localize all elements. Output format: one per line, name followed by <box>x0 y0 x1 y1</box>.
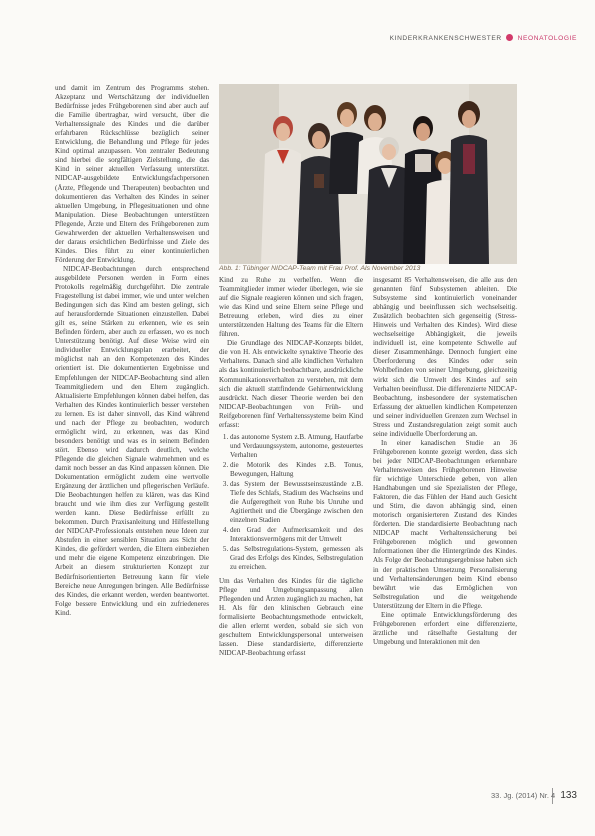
list-item: 3. das System der Bewusstseinszustände z.B. Tiefe des Schlafs, Stadium des Wachseins und die Aufgeregtheit von Ruhe bis Unruhe und Agitiertheit und die Übergänge zwischen den einzelnen Stadien <box>230 480 363 525</box>
list-item: 4. den Grad der Aufmerksamkeit und des Interaktionsvermögens mit der Umwelt <box>230 526 363 544</box>
list-item: 2. die Motorik des Kindes z.B. Tonus, Bewegungen, Haltung <box>230 461 363 479</box>
section-dot-icon <box>506 34 513 41</box>
paragraph: In einer kanadischen Studie an 36 Frühgeborenen konnte gezeigt werden, dass sich bei jeder NIDCAP-Beobachtungen erkennbare Verhaltensweisen des Frühgeborenen Hinweise für wichtige Unterschiede geben, von allen Handhabungen und sie Spezialisten der Pflege, Faktoren, die das Fühlen der Hand auch Gesicht und Stirn, die davon abhängig sind, einen motorisch organisierteren Zustand des Kindes förderten. Die standardisierte Beobachtung nach NIDCAP macht Verhaltenssicherung bei Frühgeborenen möglich und gewonnen Informationen über die Hintergründe des Kindes. Als Folge der Beobachtungsergebnisse haben sich in der praktischen Umsetzung Personalisierung und Verhaltensänderungen beim Kind ebenso bewährt wie das Ermöglichen von Selbstregulation und die weitgehende Unterstützung der Eltern in die Pflege. <box>373 438 517 610</box>
team-photo-illustration <box>219 84 517 264</box>
paragraph: Eine optimale Entwicklungsförderung des Frühgeborenen erfordert eine differenzierte, ärztliche und rätselhafte Gestaltung der Umgebung und Interaktionen mit den <box>373 610 517 646</box>
running-head <box>390 34 577 42</box>
figure-caption: Abb. 1: Tübinger NIDCAP-Team mit Frau Prof. Als November 2013 <box>219 265 421 272</box>
paragraph: Um das Verhalten des Kindes für die tägliche Pflege und Umgebungsanpassung allen Pflegenden und Ärzten zugänglich zu machen, hat H. Als für den klinischen Gebrauch eine formalisierte Beobachtungsmethode entwickelt, die allen erlernt werden, sobald sie sich von geschultem Entwicklungspersonal unterweisen lassen. Diese standardisierte, differenzierte NIDCAP-Beobachtung erfasst <box>219 576 363 657</box>
page-header <box>0 0 595 46</box>
behavior-systems-list <box>219 433 363 573</box>
paragraph: NIDCAP-Beobachtungen durch entsprechend ausgebildete Personen werden in Form eines Protokolls regelmäßig durchgeführt. Die zentrale Fragestellung ist dabei immer, wie und unter welchen Bedingungen sich das Kind am besten gelingt, sich auf herausfordernde Situationen einzustellen. Dabei gilt es, seine Stärken zu erkennen, wie es sein Befinden fördern, aber auch zu erfassen, wo es noch Unterstützung benötigt. Auf diese Weise wird ein individueller Entwicklungsplan erarbeitet, der möglichst nah an den Kompetenzen des Kindes orientiert ist. Die dokumentierten Ergebnisse und Empfehlungen der NIDCAP-Beobachtung sind allen Teammitgliedern und den Eltern zugänglich. Aktualisierte Empfehlungen können dabei helfen, das Verhalten des Kindes kontinuierlich besser verstehen zu lernen. Es ist daher sinnvoll, das Kind während und nach der Pflege zu beobachten, wodurch ermöglicht wird, zu erkennen, was das Kind besonders benötigt und was es in seinem Befinden stört. Ebenso wird dadurch deutlich, welche Pflegende die gleichen Signale wahrnehmen und es damit noch besser an das Kind anpassen können. Die Dokumentation ermöglicht zudem eine wertvolle Ergänzung der ärztlichen und pflegerischen Verläufe. Die Beobachtungen helfen zu klären, was das Kind braucht und wie ihm dies zur Verfügung gestellt werden kann. Diese Bedürfnisse erfüllt zu bekommen. Durch Praxisanleitung und Hilfestellung der NIDCAP-Professionals entstehen neue Ideen zur Abstufen in einer sensiblen Situation aus Sicht der Kindes, die gefördert werden, die Eltern einbeziehen und mehr die eigene Kompetenz einzubringen. Die Arbeit an diesem strukturierten Konzept zur Bedürfnisorientierten Betreuung kann für viele Bereiche neue Anregungen bringen. Alle Bedürfnisse des Kindes, die erkannt werden, werden beantwortet. Folge bessere Entwicklung und ein zufriedeneres Kind. <box>55 264 209 617</box>
paragraph: insgesamt 85 Verhaltensweisen, die alle aus den genannten fünf Subsystemen ableiten. Die Subsysteme sind kontinuierlich voneinander abhängig und beeinflussen sich wechselseitig. Zusätzlich beobachten sich gegenseitig (Stress-Hinweis und Verhalten des Kindes). Wird diese wechselseitige Abhängigkeit, die jeweils individuell ist, eine kompetente Schwelle auf dieser Zusammenhänge. Dennoch fungiert eine Überforderung des Kindes oder sein Wohlbefinden von seiner Umgebung, gleichzeitig wirkt sich die Umwelt des Kindes auf sein Verhalten beeinflusst. Die differenzierte NIDCAP-Beobachtung, insbesondere der systematischen Erfassung der aktuellen kindlichen Kompetenzen und seiner individuellen Grenzen zum Wechsel in Stress und Zustandsregulation zeigt somit auch seine individuelle Überforderung an. <box>373 276 517 438</box>
text-column-1 <box>55 84 209 802</box>
page-footer <box>491 790 577 801</box>
list-item: 5. das Selbstregulations-System, gemessen als Grad des Erfolgs des Kindes, Selbstregulation zu erreichen. <box>230 545 363 572</box>
section-name: NEONATOLOGIE <box>517 35 577 42</box>
team-photo <box>219 84 517 264</box>
issue-info: 33. Jg. (2014) Nr. 4 <box>491 791 556 800</box>
paragraph: Kind zu Ruhe zu verhelfen. Wenn die Teammitglieder immer wieder überlegen, wie sie auf die Signale reagieren können und sich fragen, wie das Kind und seine Eltern seine Pflege und Betreuung erleben, wird dies zu einer unterstützenden Haltung des Teams für die Eltern führen. <box>219 276 363 339</box>
paragraph: Die Grundlage des NIDCAP-Konzepts bildet, die von H. Als entwickelte synaktive Theorie des Verhaltens. Danach sind alle kindlichen Verhalten als das kontinuierlich beobachtbare, ausdrückliche Kommunikationsverhalten zu verstehen, mit dem sich die aktuell stattfindende Gehirnentwicklung ausdrückt. Nach dieser Theorie werden bei den NIDCAP-Beobachtungen von Früh- und Reifgeborenen fünf Verhaltenssysteme beim Kind erfasst: <box>219 339 363 429</box>
text-column-3 <box>373 276 517 802</box>
journal-name: KINDERKRANKENSCHWESTER <box>389 35 502 42</box>
page-number: 133 <box>560 790 577 801</box>
list-item: 1. das autonome System z.B. Atmung, Hautfarbe und Verdauungssystem, autonome, gesteuertes Verhalten <box>230 433 363 460</box>
text-column-2 <box>219 276 363 802</box>
paragraph: und damit im Zentrum des Programms stehen. Akzeptanz und Wertschätzung der individuellen Bedürfnisse jedes Frühgeborenen sind aber auch auf die Familie übertragbar, wird versucht, über die Verhaltenssignale des Kindes und die darüber erfahrbaren Rückschlüsse bezüglich seiner Entwicklung, die Behandlung und Pflege für jedes Kind optimal anzupassen. Von zentraler Bedeutung sind hierbei die sorgfältigen Zielstellung, die das Kind in seiner aktuellen Verfassung unterstützt. NIDCAP-ausgebildete Entwicklungsfachpersonen (Ärzte, Pflegende und Therapeuten) beobachten und dokumentieren das Verhalten des Kindes in seiner aktuellen Umgebung, in Pflegesituationen und ohne Manipulation. Diese Beobachtungen unterstützen Pflegende, Ärzte und Eltern des Frühgeborenen zum Gewahrwerden der aktuellen Verhaltensweisen und der daraus ersichtlichen Bedürfnisse und Ziele des Kindes. Dies führt zu einer kontinuierlichen Förderung der Entwicklung. <box>55 84 209 264</box>
